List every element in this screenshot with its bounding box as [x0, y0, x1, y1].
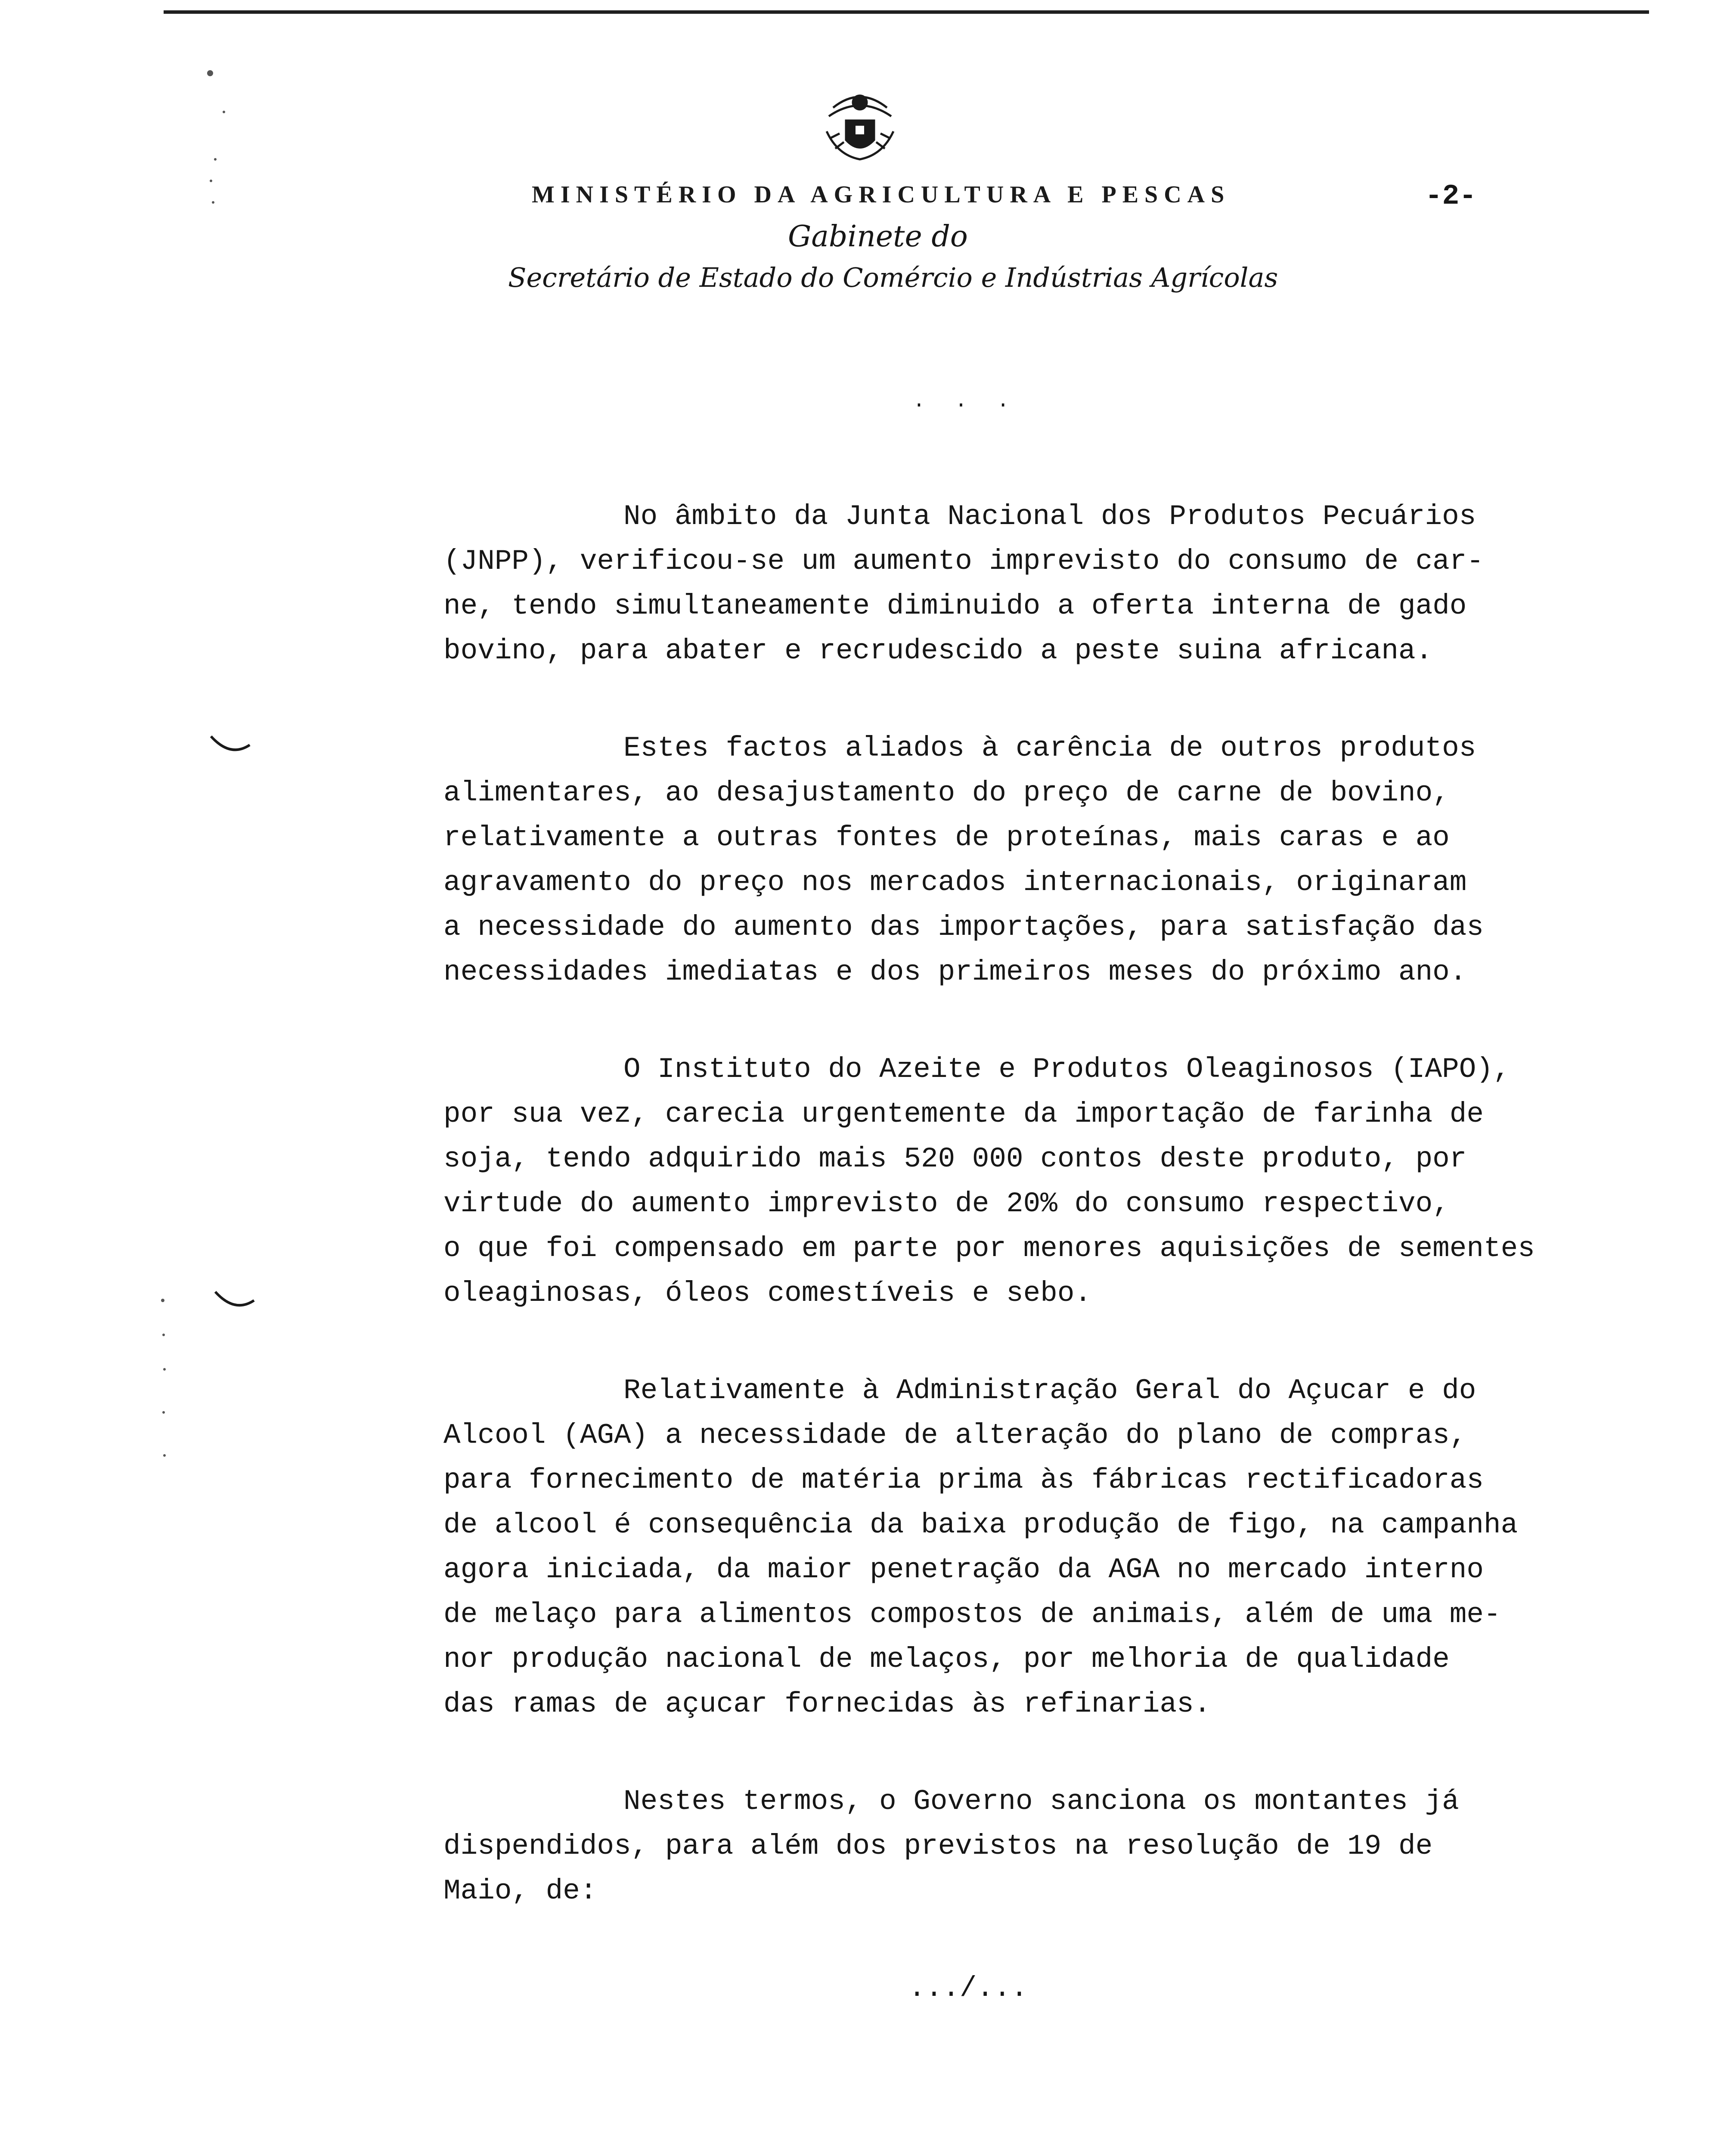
text-line: agora iniciada, da maior penetração da AGA no mercado interno [443, 1554, 1484, 1586]
paragraph-iapo [443, 1047, 1623, 1316]
text-line: necessidades imediatas e dos primeiros meses do próximo ano. [443, 956, 1467, 988]
text-line: para fornecimento de matéria prima às fábricas rectificadoras [443, 1464, 1484, 1496]
secretariat-heading: Secretário de Estado do Comércio e Indústrias Agrícolas [508, 262, 1278, 293]
text-line: agravamento do preço nos mercados internacionais, originaram [443, 866, 1467, 899]
text-line: de alcool é consequência da baixa produção de figo, na campanha [443, 1509, 1518, 1541]
text-line: (JNPP), verificou-se um aumento imprevisto do consumo de car- [443, 545, 1484, 577]
paragraph-jnpp [443, 494, 1623, 673]
text-line: das ramas de açucar fornecidas às refinarias. [443, 1688, 1211, 1720]
text-line: nor produção nacional de melaços, por melhoria de qualidade [443, 1643, 1450, 1675]
page-number: -2- [1425, 180, 1476, 212]
text-line: por sua vez, carecia urgentemente da importação de farinha de [443, 1098, 1484, 1130]
paragraph-governo [443, 1779, 1623, 1914]
text-line: Nestes termos, o Governo sanciona os montantes já [623, 1785, 1459, 1818]
text-line: soja, tendo adquirido mais 520 000 contos deste produto, por [443, 1143, 1467, 1175]
ministry-heading: MINISTÉRIO DA AGRICULTURA E PESCAS [532, 181, 1231, 208]
stray-marks: . . . [913, 390, 1018, 413]
top-rule [164, 10, 1649, 14]
cabinet-heading: Gabinete do [788, 220, 968, 254]
text-line: o que foi compensado em parte por menores aquisições de sementes [443, 1232, 1535, 1265]
coat-of-arms-emblem [820, 90, 900, 164]
text-line: relativamente a outras fontes de proteínas, mais caras e ao [443, 822, 1450, 854]
text-line: Maio, de: [443, 1875, 597, 1907]
text-line: O Instituto do Azeite e Produtos Oleaginosos (IAPO), [623, 1053, 1510, 1086]
continuation-marker: .../... [908, 1972, 1028, 2004]
text-line: dispendidos, para além dos previstos na resolução de 19 de [443, 1830, 1433, 1862]
text-line: Relativamente à Administração Geral do Açucar e do [623, 1374, 1476, 1407]
paragraph-aga [443, 1368, 1623, 1727]
text-line: bovino, para abater e recrudescido a peste suina africana. [443, 635, 1433, 667]
text-line: Alcool (AGA) a necessidade de alteração do plano de compras, [443, 1419, 1467, 1452]
text-line: No âmbito da Junta Nacional dos Produtos Pecuários [623, 500, 1476, 533]
paragraph-factos [443, 726, 1623, 995]
text-line: alimentares, ao desajustamento do preço de carne de bovino, [443, 777, 1450, 809]
text-line: oleaginosas, óleos comestíveis e sebo. [443, 1277, 1092, 1309]
letter-body [443, 494, 1623, 1966]
punch-hole-traces [159, 60, 228, 1524]
text-line: de melaço para alimentos compostos de animais, além de uma me- [443, 1598, 1501, 1631]
text-line: a necessidade do aumento das importações, para satisfação das [443, 911, 1484, 943]
text-line: Estes factos aliados à carência de outros produtos [623, 732, 1476, 764]
text-line: virtude do aumento imprevisto de 20% do consumo respectivo, [443, 1188, 1450, 1220]
text-line: ne, tendo simultaneamente diminuido a oferta interna de gado [443, 590, 1467, 622]
